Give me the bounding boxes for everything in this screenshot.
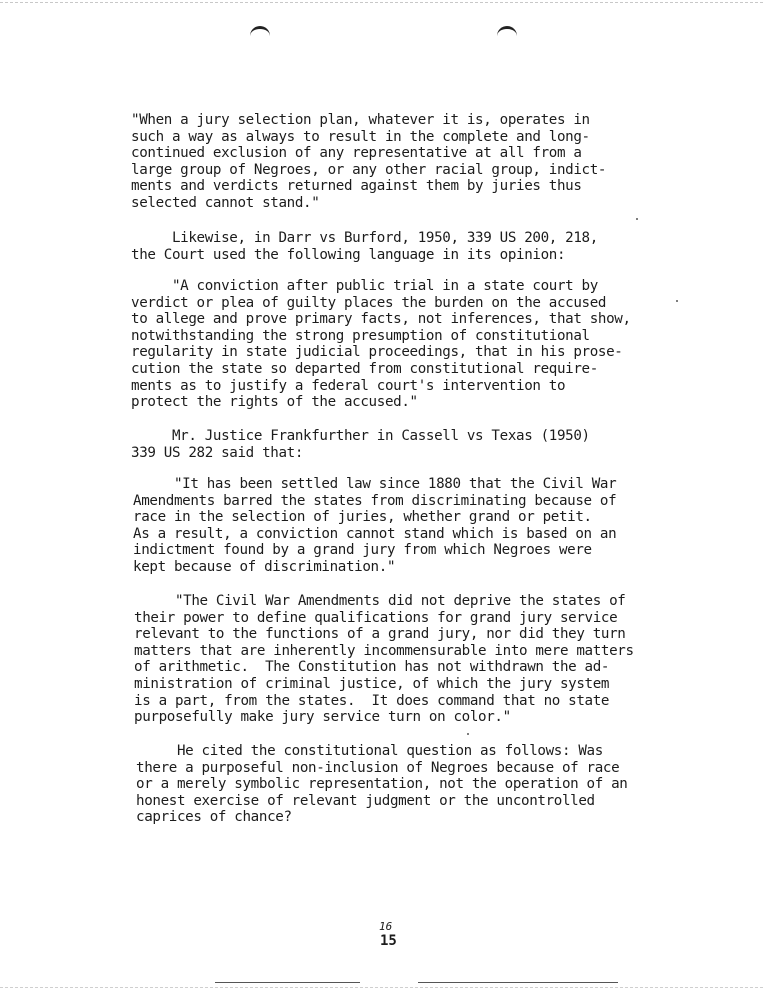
bottom-rule-left [215,982,360,983]
punch-hole-mark-right [497,26,517,39]
bottom-rule-right [418,982,618,983]
quote-civil-war-amendments: "The Civil War Amendments did not deprive the states of their power to define qualifications for grand jury service relevant to the functions of a grand jury, nor did they turn matters that are inherently incommensurable into mere matters of arithmetic. The Constitution has not withdrawn the ad- ministration of criminal justice, of which the jury system is a part, from the states. It does command that no state purposefully make jury service turn on color." [134,593,634,726]
paragraph-frankfurther: Mr. Justice Frankfurther in Cassell vs Texas (1950) 339 US 282 said that: [131,428,590,461]
ink-speck [636,218,638,220]
quote-darr-conviction: "A conviction after public trial in a state court by verdict or plea of guilty places the burden on the accused to allege and prove primary facts, not inferences, that show, notwithstanding the strong presumption of constitutional regularity in state judicial proceedings, that in his prose- cution the state so departed from constitutional require- ments as to justify a federal court's intervention to protect the rights of the accused." [131,278,631,411]
paragraph-constitutional-question: He cited the constitutional question as follows: Was there a purposeful non-inclusion of Negroes because of race or a merely symbolic representation, not the operation of an honest exercise of relevant judgment or the uncontrolled caprices of chance? [136,743,628,826]
page-number-typed: 15 [380,933,397,949]
page-number [375,921,405,949]
quote-jury-selection-plan: "When a jury selection plan, whatever it is, operates in such a way as always to result in the complete and long- continued exclusion of any representative at all from a large group of Negroes, or any other racial group, indict- ments and verdicts returned against them by juries thus selected cannot stand." [131,112,607,211]
page-number-handwritten: 16 [379,920,393,933]
ink-speck [676,300,678,302]
punch-hole-mark-left [250,26,270,39]
quote-settled-law-1880: "It has been settled law since 1880 that the Civil War Amendments barred the states from discriminating because of race in the selection of juries, whether grand or petit. As a result, a conviction cannot stand which is based on an indictment found by a grand jury from which Negroes were kept because of discrimination." [133,476,617,575]
paragraph-darr-vs-burford: Likewise, in Darr vs Burford, 1950, 339 US 200, 218, the Court used the following language in its opinion: [131,230,598,263]
top-margin-dashes [0,2,763,3]
bottom-margin-dashes [0,987,763,988]
ink-speck [467,733,469,735]
